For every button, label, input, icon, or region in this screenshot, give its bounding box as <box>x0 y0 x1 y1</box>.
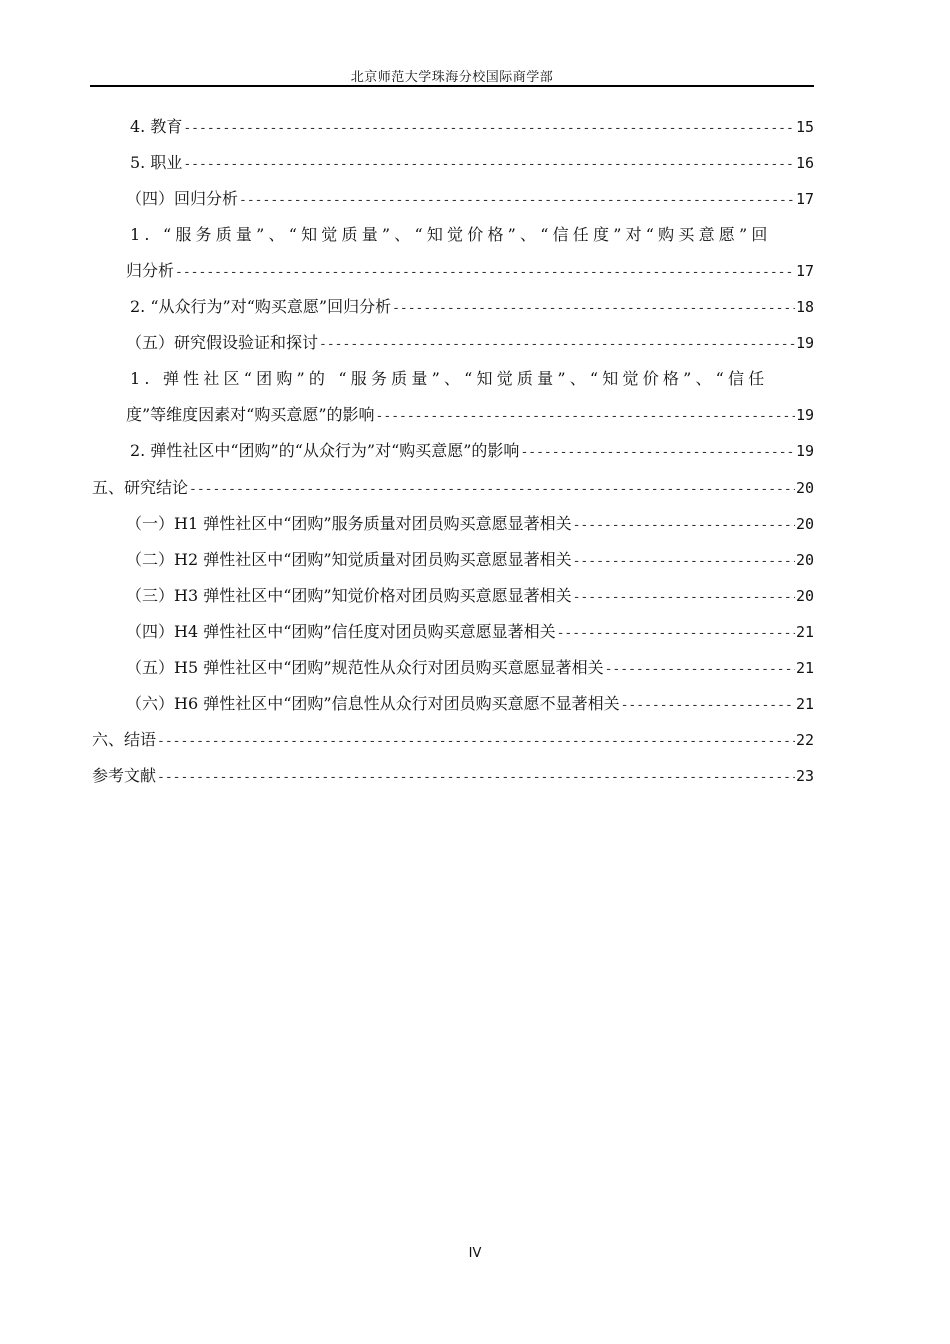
toc-entry-title: 六、结语 <box>92 729 157 749</box>
toc-entry-title: （六）H6 弹性社区中“团购”信息性从众行对团员购买意愿不显著相关 <box>126 693 620 713</box>
toc-entry-title: 2. “从众行为”对“购买意愿”回归分析 <box>130 297 392 317</box>
toc-leader-dashes <box>239 189 795 211</box>
toc-leader-dashes <box>319 333 795 355</box>
toc-entry[interactable] <box>92 295 814 319</box>
toc-leader-dashes <box>189 478 795 500</box>
toc-leader-dashes <box>621 694 795 716</box>
toc-leader-dashes <box>183 117 795 139</box>
toc-entry-page-number: 20 <box>795 514 814 533</box>
toc-leader-dashes <box>175 261 795 283</box>
toc-entry-title: 归分析 <box>126 261 175 281</box>
page-number: IV <box>468 1246 482 1261</box>
toc-entry[interactable] <box>92 403 814 427</box>
page-header: 北京师范大学珠海分校国际商学部 <box>350 70 554 85</box>
toc-entry-page-number: 17 <box>795 190 814 209</box>
toc-entry-title: （四）回归分析 <box>126 189 239 209</box>
toc-entry-page-number: 18 <box>795 298 814 317</box>
toc-entry-page-number: 21 <box>795 658 814 677</box>
toc-entry-title: （四）H4 弹性社区中“团购”信任度对团员购买意愿显著相关 <box>126 621 556 641</box>
toc-entry-page-number: 19 <box>795 442 814 461</box>
toc-entry-title: 1. “服务质量”、“知觉质量”、“知觉价格”、“信任度”对“购买意愿”回 <box>130 225 772 245</box>
header-rule <box>90 85 814 87</box>
toc-leader-dashes <box>557 622 795 644</box>
toc-entry[interactable] <box>92 367 814 391</box>
toc-leader-dashes <box>573 514 795 536</box>
toc-entry[interactable] <box>92 584 814 608</box>
toc-leader-dashes <box>520 441 795 463</box>
toc-entry-title: （五）研究假设验证和探讨 <box>126 333 319 353</box>
toc-entry-page-number: 23 <box>795 766 814 785</box>
toc-entry-page-number: 16 <box>795 154 814 173</box>
toc-leader-dashes <box>183 153 795 175</box>
toc-entry[interactable] <box>92 187 814 211</box>
toc-entry[interactable] <box>92 151 814 175</box>
toc-entry-title: 度”等维度因素对“购买意愿”的影响 <box>126 405 375 425</box>
toc-entry-title: （一）H1 弹性社区中“团购”服务质量对团员购买意愿显著相关 <box>126 513 572 533</box>
toc-entry-title: 4. 教育 <box>130 117 183 136</box>
toc-entry[interactable] <box>92 692 814 716</box>
toc-entry[interactable] <box>92 223 814 247</box>
toc-entry-page-number: 15 <box>795 118 814 136</box>
toc-entry-title: 2. 弹性社区中“团购”的“从众行为”对“购买意愿”的影响 <box>130 441 520 461</box>
toc-entry-page-number: 17 <box>795 262 814 281</box>
toc-entry-title: 1. 弹性社区“团购”的 “服务质量”、“知觉质量”、“知觉价格”、“信任 <box>130 369 769 389</box>
toc-entry-page-number: 20 <box>795 478 814 497</box>
toc-leader-dashes <box>573 550 795 572</box>
toc-entry-page-number: 22 <box>795 730 814 749</box>
toc-leader-dashes <box>605 658 795 680</box>
toc-entry-page-number: 19 <box>795 406 814 425</box>
toc-entry[interactable] <box>92 476 814 500</box>
toc-entry-page-number: 20 <box>795 586 814 605</box>
toc-entry[interactable] <box>92 728 814 752</box>
toc-entry-page-number: 21 <box>795 694 814 713</box>
toc-entry[interactable] <box>92 548 814 572</box>
toc-entry[interactable] <box>92 512 814 536</box>
toc-entry-title: 参考文献 <box>92 765 157 785</box>
toc-entry[interactable] <box>92 439 814 463</box>
toc-entry[interactable] <box>92 656 814 680</box>
toc-entry-title: （五）H5 弹性社区中“团购”规范性从众行对团员购买意愿显著相关 <box>126 657 604 677</box>
toc-leader-dashes <box>157 766 795 788</box>
toc-entry[interactable] <box>92 331 814 355</box>
toc-entry-title: 五、研究结论 <box>92 477 189 497</box>
toc-leader-dashes <box>392 297 795 319</box>
toc-leader-dashes <box>157 730 795 752</box>
toc-entry-page-number: 21 <box>795 622 814 641</box>
toc-entry-title: （二）H2 弹性社区中“团购”知觉质量对团员购买意愿显著相关 <box>126 549 572 569</box>
toc-entry[interactable] <box>92 259 814 283</box>
toc-entry-page-number: 20 <box>795 550 814 569</box>
toc-entry[interactable] <box>92 620 814 644</box>
toc-leader-dashes <box>376 405 795 427</box>
toc-entry[interactable] <box>92 115 814 139</box>
toc-leader-dashes <box>573 586 795 608</box>
toc-entry-page-number: 19 <box>795 334 814 353</box>
toc-entry-title: 5. 职业 <box>130 153 183 173</box>
toc-entry-title: （三）H3 弹性社区中“团购”知觉价格对团员购买意愿显著相关 <box>126 585 572 605</box>
toc-entry[interactable] <box>92 764 814 788</box>
